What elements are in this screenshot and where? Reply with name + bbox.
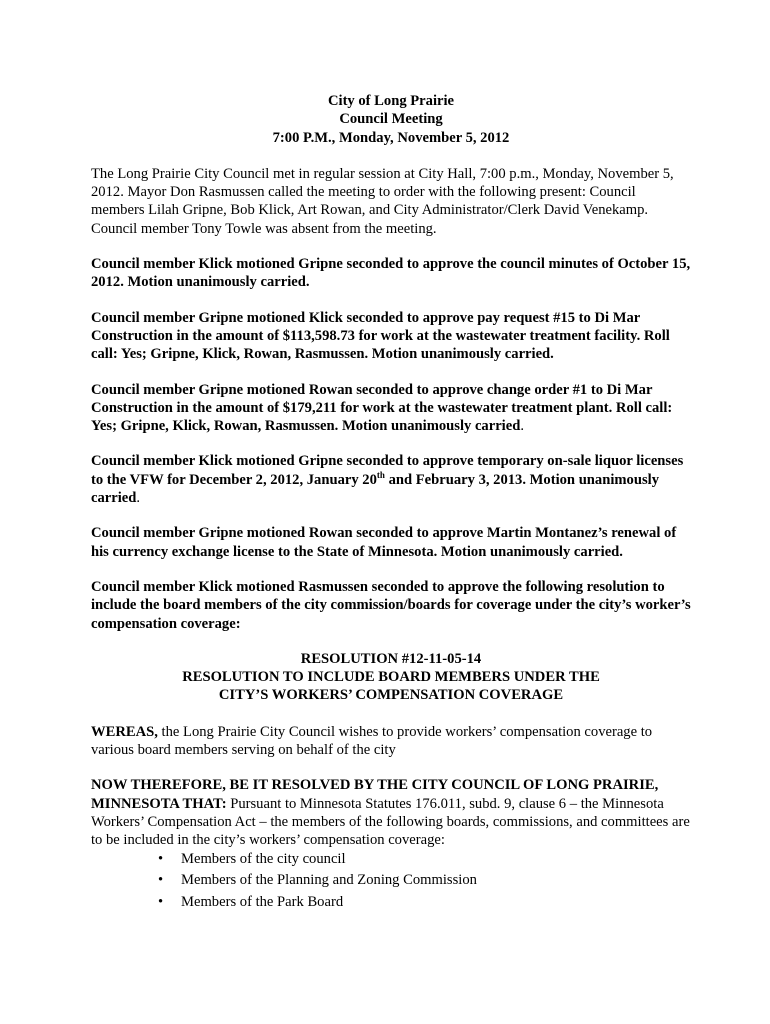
motion-liquor-period: . xyxy=(136,490,141,507)
motion-liquor-text-1: Council member Klick motioned Gripne seconded to approve temporary on-sale liquor licenses to the VFW for December 2, 2012, January 20 xyxy=(91,453,684,488)
intro-paragraph: The Long Prairie City Council met in regular session at City Hall, 7:00 p.m., Monday, November 5, 2012. Mayor Don Rasmussen called the meeting to order with the following present: Council members Lilah Gripne, Bob Klick, Art Rowan, and City Administrator/Clerk David Venekamp. Council member Tony Towle was absent from the meeting. xyxy=(91,165,674,237)
list-item-text: Members of the Park Board xyxy=(181,894,344,911)
bullet-icon: • xyxy=(158,894,164,911)
document-page xyxy=(91,92,691,915)
whereas-text: the Long Prairie City Council wishes to provide workers’ compensation coverage to various board members serving on behalf of the city xyxy=(91,723,653,759)
list-item-text: Members of the city council xyxy=(181,850,346,867)
motion-change-order-text: Council member Gripne motioned Rowan seconded to approve change order #1 to Di Mar Construction in the amount of $179,211 for work at the wastewater treatment plant. Roll call: Yes; Gripne, Klick, Rowan, Rasmussen. Motion unanimously carried xyxy=(91,381,673,435)
therefore-paragraph xyxy=(91,776,691,849)
motion-liquor-licenses xyxy=(91,452,691,507)
therefore-text: Pursuant to Minnesota Statutes 176.011, subd. 9, clause 6 – the Minnesota Workers’ Compensation Act – the members of the following boards, commissions, and committees are to be included in the city’s workers’ compensation coverage: xyxy=(91,795,690,849)
meeting-datetime: 7:00 P.M., Monday, November 5, 2012 xyxy=(272,129,510,146)
motion-change-order-period: . xyxy=(520,418,524,435)
city-name: City of Long Prairie xyxy=(327,93,455,109)
list-item-text: Members of the Planning and Zoning Commission xyxy=(181,872,477,889)
whereas-label: WEREAS, xyxy=(91,723,158,740)
whereas-paragraph xyxy=(91,723,691,760)
motion-liquor-text-2: and February 3, 2013. Motion unanimously carried xyxy=(91,471,659,507)
bullet-icon: • xyxy=(158,872,164,889)
list-item xyxy=(131,850,691,868)
motion-minutes: Council member Klick motioned Gripne seconded to approve the council minutes of October 15, 2012. Motion unanimously carried. xyxy=(91,256,691,291)
motion-pay-request: Council member Gripne motioned Klick seconded to approve pay request #15 to Di Mar Construction in the amount of $113,598.73 for work at the wastewater treatment facility. Roll call: Yes; Gripne, Klick, Rowan, Rasmussen. Motion unanimously carried. xyxy=(91,309,670,363)
motion-resolution: Council member Klick motioned Rasmussen seconded to approve the following resolution to include the board members of the city commission/boards for coverage under the city’s worker’s compensation coverage: xyxy=(91,578,691,632)
resolution-title-line-2: CITY’S WORKERS’ COMPENSATION COVERAGE xyxy=(218,687,564,704)
resolution-heading xyxy=(91,650,691,705)
ordinal-suffix: th xyxy=(376,469,385,480)
document-header xyxy=(91,92,691,147)
resolution-number: RESOLUTION #12-11-05-14 xyxy=(300,650,482,667)
therefore-label: NOW THEREFORE, BE IT RESOLVED BY THE CITY COUNCIL OF LONG PRAIRIE, MINNESOTA THAT: xyxy=(91,777,659,812)
list-item xyxy=(131,893,691,911)
covered-members-list xyxy=(91,850,691,912)
list-item xyxy=(131,871,691,889)
meeting-type: Council Meeting xyxy=(339,111,443,128)
motion-currency-license: Council member Gripne motioned Rowan seconded to approve Martin Montanez’s renewal of his currency exchange license to the State of Minnesota. Motion unanimously carried. xyxy=(91,525,677,560)
resolution-title-line-1: RESOLUTION TO INCLUDE BOARD MEMBERS UNDER THE xyxy=(182,669,600,686)
motion-change-order xyxy=(91,381,691,436)
bullet-icon: • xyxy=(158,850,164,867)
